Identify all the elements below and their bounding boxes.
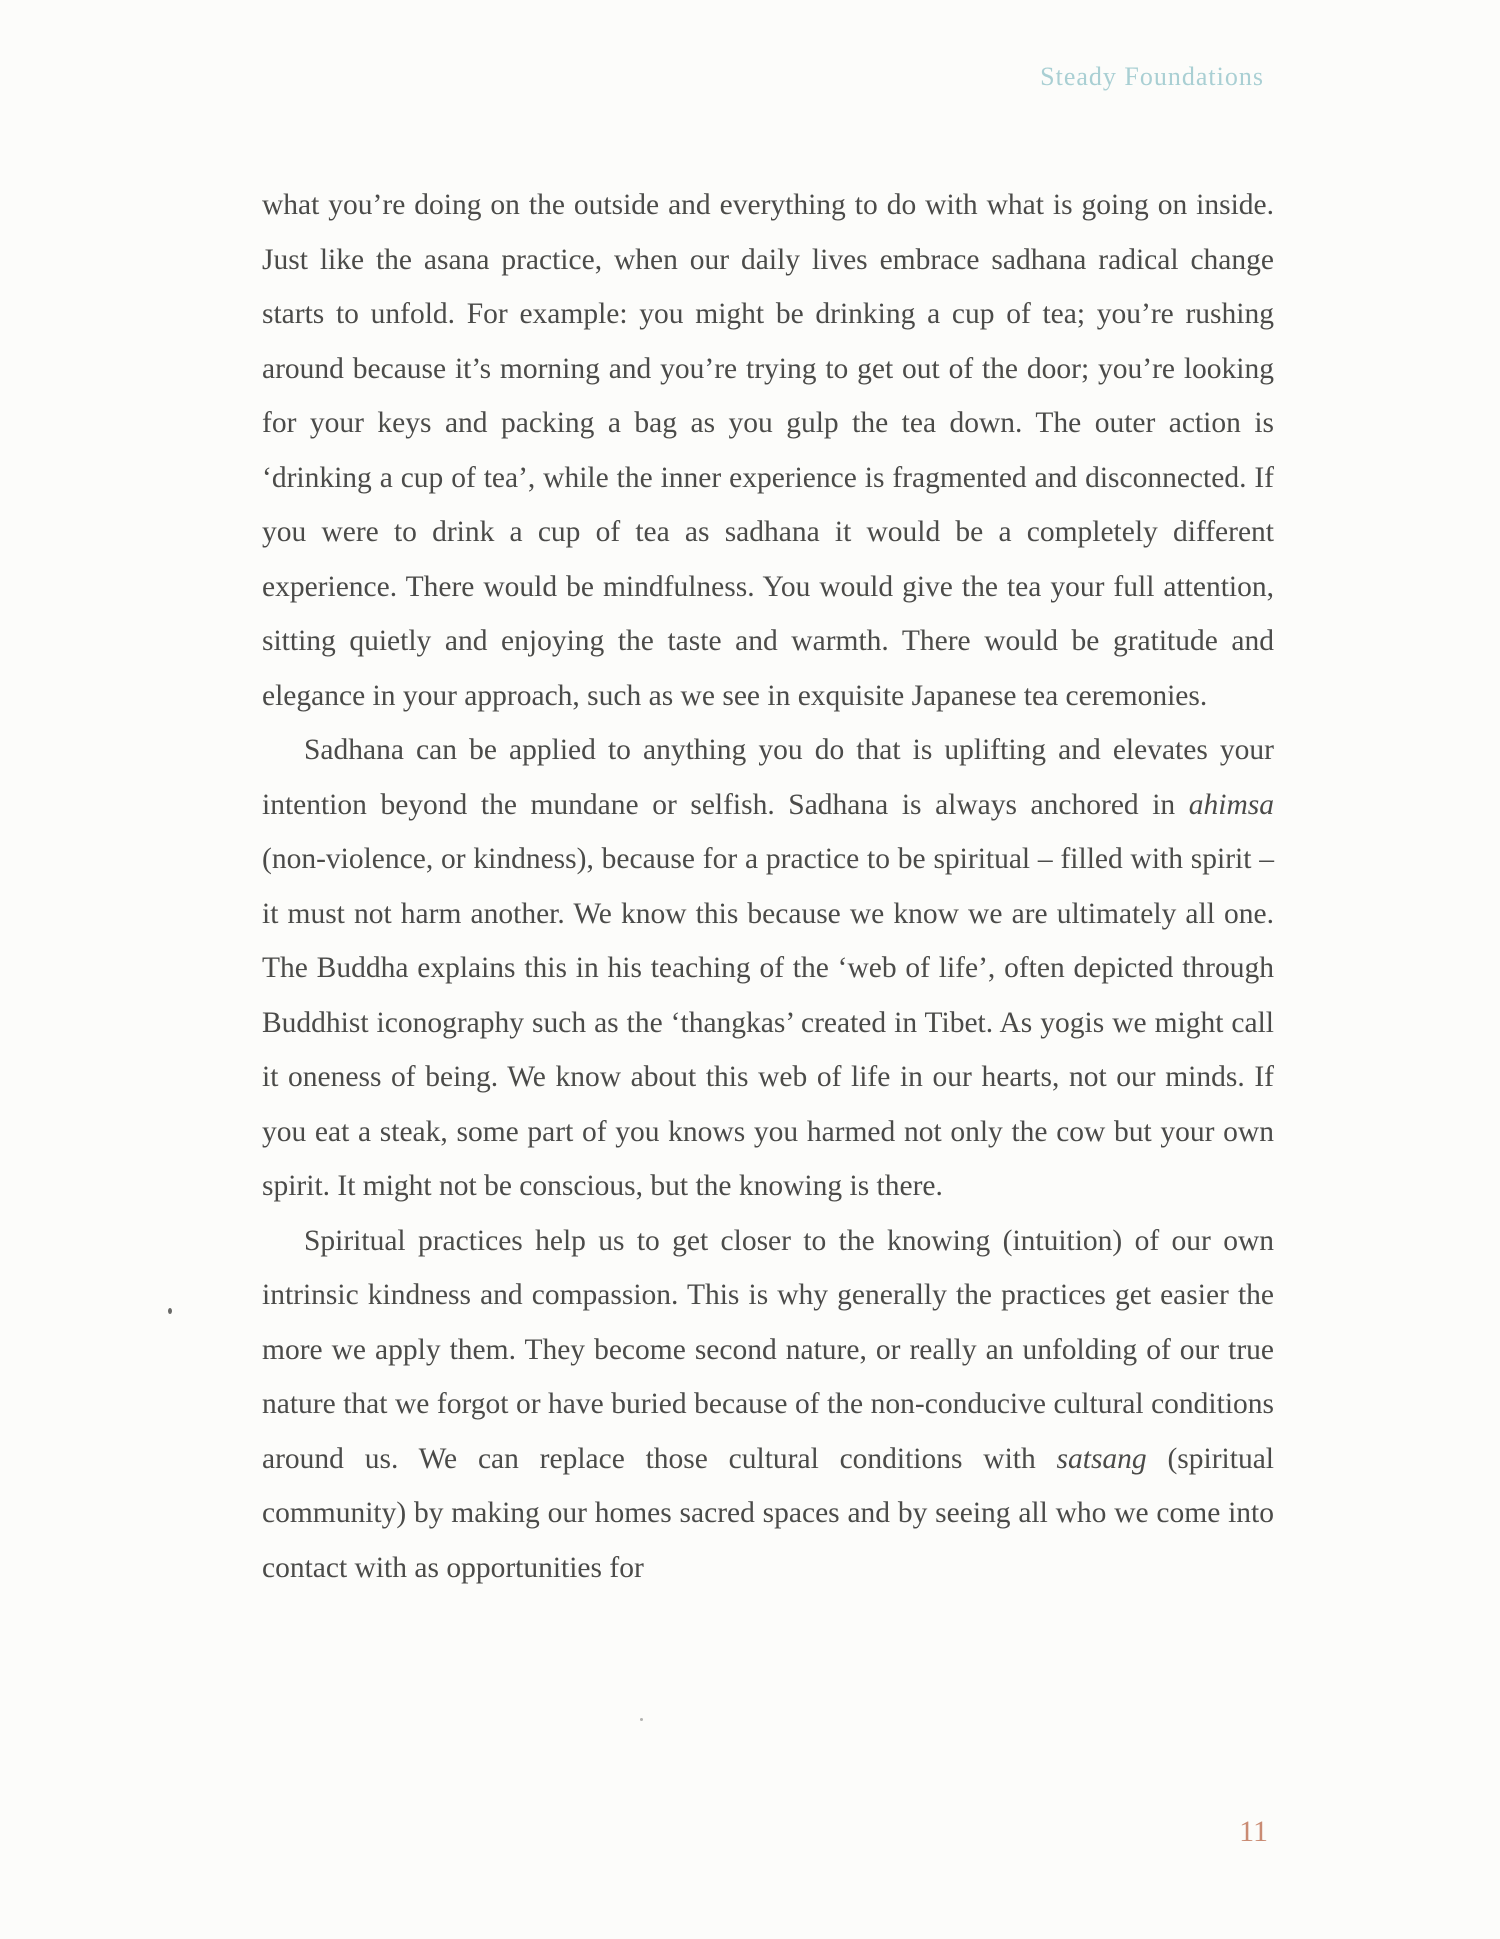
term-ahimsa: ahimsa xyxy=(1188,788,1274,821)
paragraph-1 xyxy=(262,178,1274,723)
paragraph-2-text-end: (non-violence, or kindness), because for a practice to be spiritual – filled with spirit – it must not harm another. We know this because we know we are ultimately all one. The Buddha explains this in his teaching of the ‘web of life’, often depicted through Buddhist iconography such as the ‘thangkas’ created in Tibet. As yogis we might call it oneness of being. We know about this web of life in our hearts, not our minds. If you eat a steak, some part of you knows you harmed not only the cow but your own spirit. It might not be conscious, but the knowing is there. xyxy=(262,843,1274,1202)
running-head: Steady Foundations xyxy=(1040,62,1264,91)
paragraph-2-text-start: Sadhana can be applied to anything you do that is uplifting and elevates your intention beyond the mundane or selfish. Sadhana is always anchored in xyxy=(262,734,1274,821)
scan-speck xyxy=(640,1718,643,1721)
paragraph-3-text-end: (spiritual community) by making our homes sacred spaces and by seeing all who we come into contact with as opportunities for xyxy=(262,1442,1274,1584)
paragraph-1-text: what you’re doing on the outside and everything to do with what is going on inside. Just like the asana practice, when our daily lives embrace sadhana radical change starts to unfold. For example: you might be drinking a cup of tea; you’re rushing around because it’s morning and you’re trying to get out of the door; you’re looking for your keys and packing a bag as you gulp the tea down. The outer action is ‘drinking a cup of tea’, while the inner experience is fragmented and disconnected. If you were to drink a cup of tea as sadhana it would be a completely different experience. There would be mindfulness. You would give the tea your full attention, sitting quietly and enjoying the taste and warmth. There would be gratitude and elegance in your approach, such as we see in exquisite Japanese tea ceremonies. xyxy=(262,189,1274,712)
page-number: 11 xyxy=(1239,1815,1268,1848)
body-text xyxy=(262,178,1274,1595)
scan-speck xyxy=(168,1308,172,1314)
paragraph-2 xyxy=(262,723,1274,1214)
paragraph-3 xyxy=(262,1214,1274,1596)
term-satsang: satsang xyxy=(1056,1442,1147,1475)
paragraph-3-text-start: Spiritual practices help us to get closer to the knowing (intuition) of our own intrinsic kindness and compassion. This is why generally the practices get easier the more we apply them. They become second nature, or really an unfolding of our true nature that we forgot or have buried because of the non-conducive cultural conditions around us. We can replace those cultural conditions with xyxy=(262,1224,1274,1475)
